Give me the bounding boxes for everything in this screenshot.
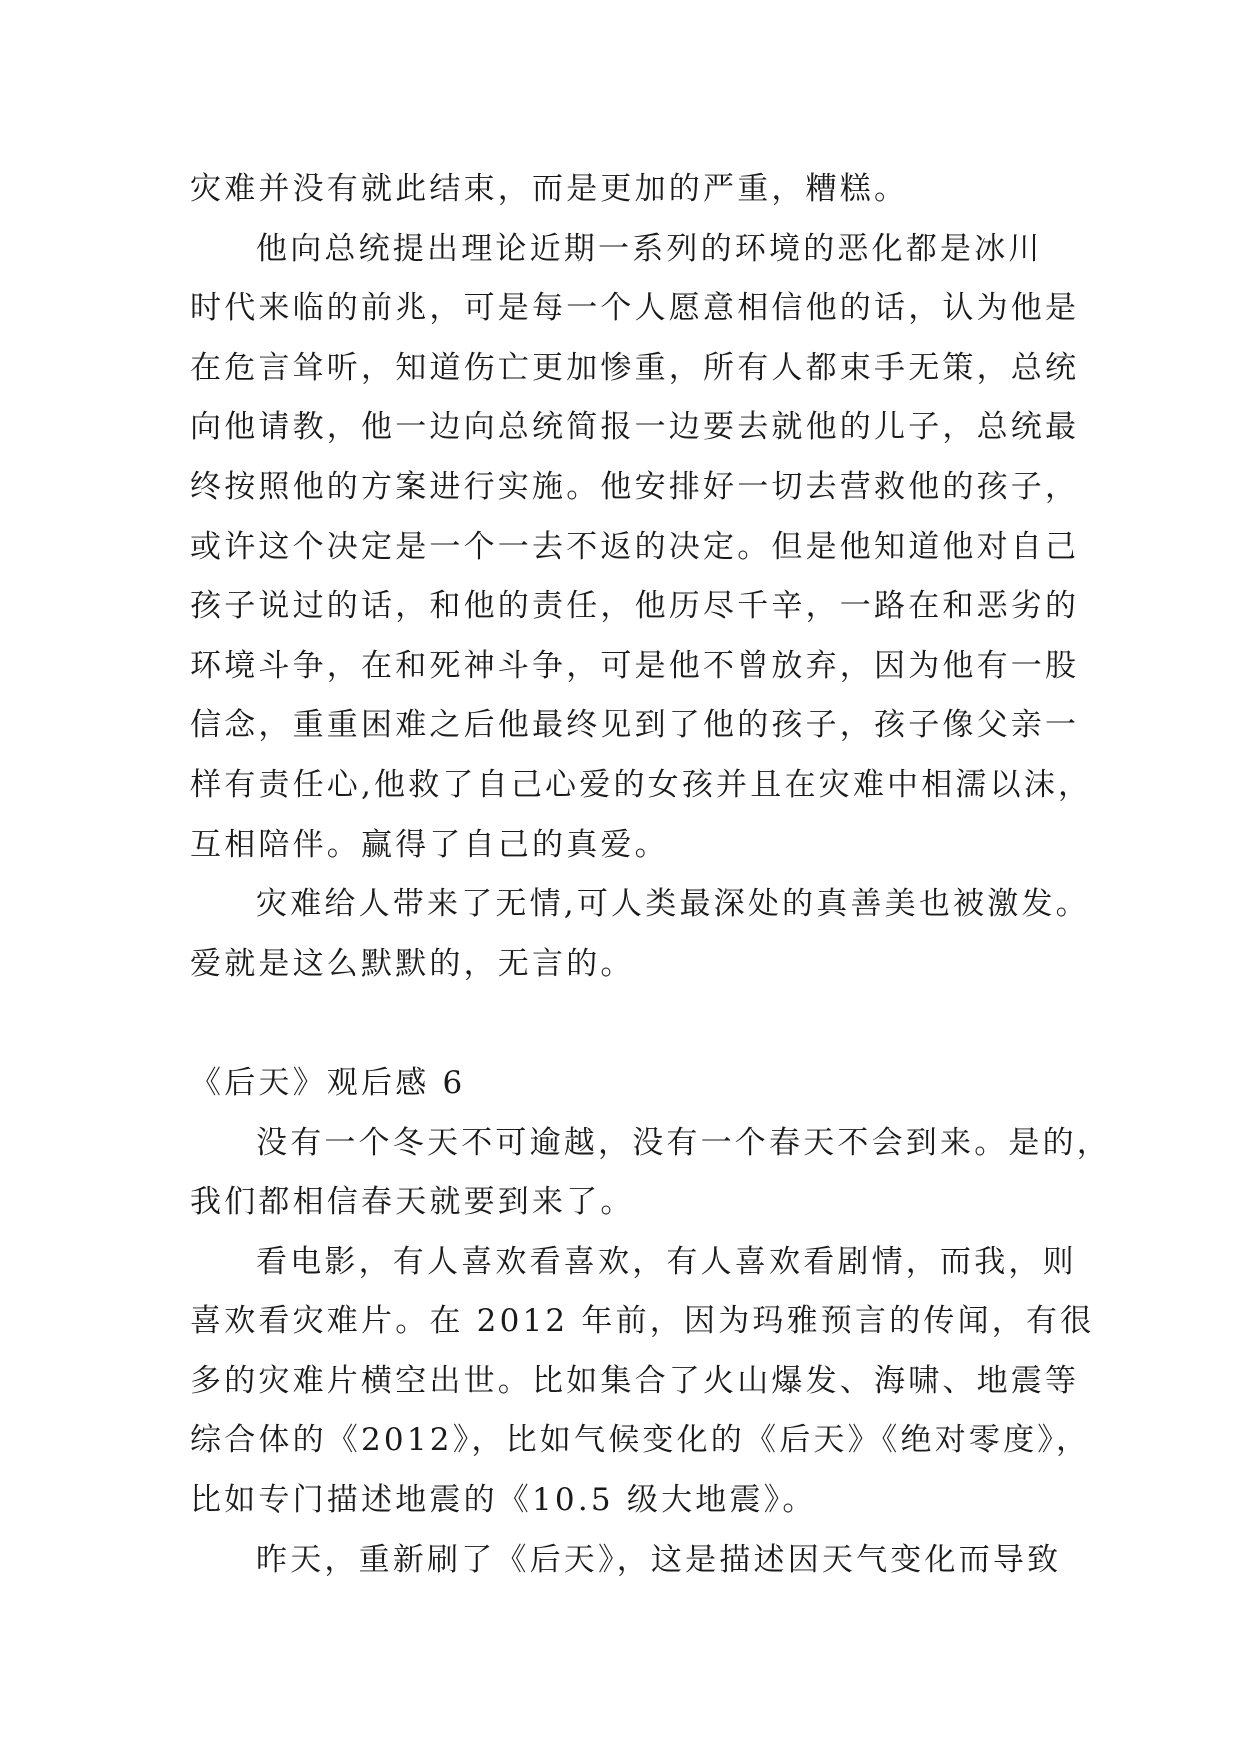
paragraph-line: 多的灾难片横空出世。比如集合了火山爆发、海啸、地震等 [190, 1362, 1080, 1399]
paragraph-line: 时代来临的前兆，可是每一个人愿意相信他的话，认为他是 [190, 290, 1080, 327]
paragraph-line: 昨天，重新刷了《后天》，这是描述因天气变化而导致 [256, 1541, 1062, 1578]
paragraph-line: 没有一个冬天不可逾越，没有一个春天不会到来。是的， [256, 1124, 1111, 1161]
paragraph-line: 信念，重重困难之后他最终见到了他的孩子，孩子像父亲一 [190, 707, 1080, 744]
paragraph-line: 灾难并没有就此结束，而是更加的严重，糟糕。 [190, 171, 909, 207]
blank-line [190, 994, 1060, 1054]
paragraph-line: 孩子说过的话，和他的责任，他历尽千辛，一路在和恶劣的 [190, 588, 1080, 625]
section-heading: 《后天》观后感 6 [190, 1064, 466, 1101]
paragraph-line: 灾难给人带来了无情,可人类最深处的真善美也被激发。 [256, 886, 1090, 923]
paragraph-line: 样有责任心,他救了自己心爱的女孩并且在灾难中相濡以沫， [190, 766, 1093, 803]
paragraph-line: 终按照他的方案进行实施。他安排好一切去营救他的孩子， [190, 468, 1080, 505]
paragraph-line: 互相陪伴。赢得了自己的真爱。 [190, 826, 669, 863]
paragraph-line: 我们都相信春天就要到来了。 [190, 1184, 635, 1221]
paragraph-line: 喜欢看灾难片。在 2012 年前，因为玛雅预言的传闻，有很 [190, 1303, 1095, 1340]
document-body [190, 160, 1111, 1590]
paragraph-line: 环境斗争，在和死神斗争，可是他不曾放弃，因为他有一股 [190, 647, 1080, 684]
paragraph-line: 或许这个决定是一个一去不返的决定。但是他知道他对自己 [190, 528, 1080, 565]
paragraph-line: 向他请教，他一边向总统简报一边要去就他的儿子，总统最 [190, 409, 1080, 446]
paragraph-line: 看电影，有人喜欢看喜欢，有人喜欢看剧情，而我，则 [256, 1243, 1077, 1280]
paragraph-line: 在危言耸听，知道伤亡更加惨重，所有人都束手无策，总统 [190, 349, 1080, 386]
paragraph-line: 他向总统提出理论近期一系列的环境的恶化都是冰川 [256, 230, 1043, 267]
paragraph-line: 比如专门描述地震的《10.5 级大地震》。 [190, 1482, 817, 1519]
paragraph-line: 爱就是这么默默的，无言的。 [190, 945, 635, 982]
paragraph-line: 综合体的《2012》，比如气候变化的《后天》《绝对零度》， [190, 1422, 1091, 1459]
